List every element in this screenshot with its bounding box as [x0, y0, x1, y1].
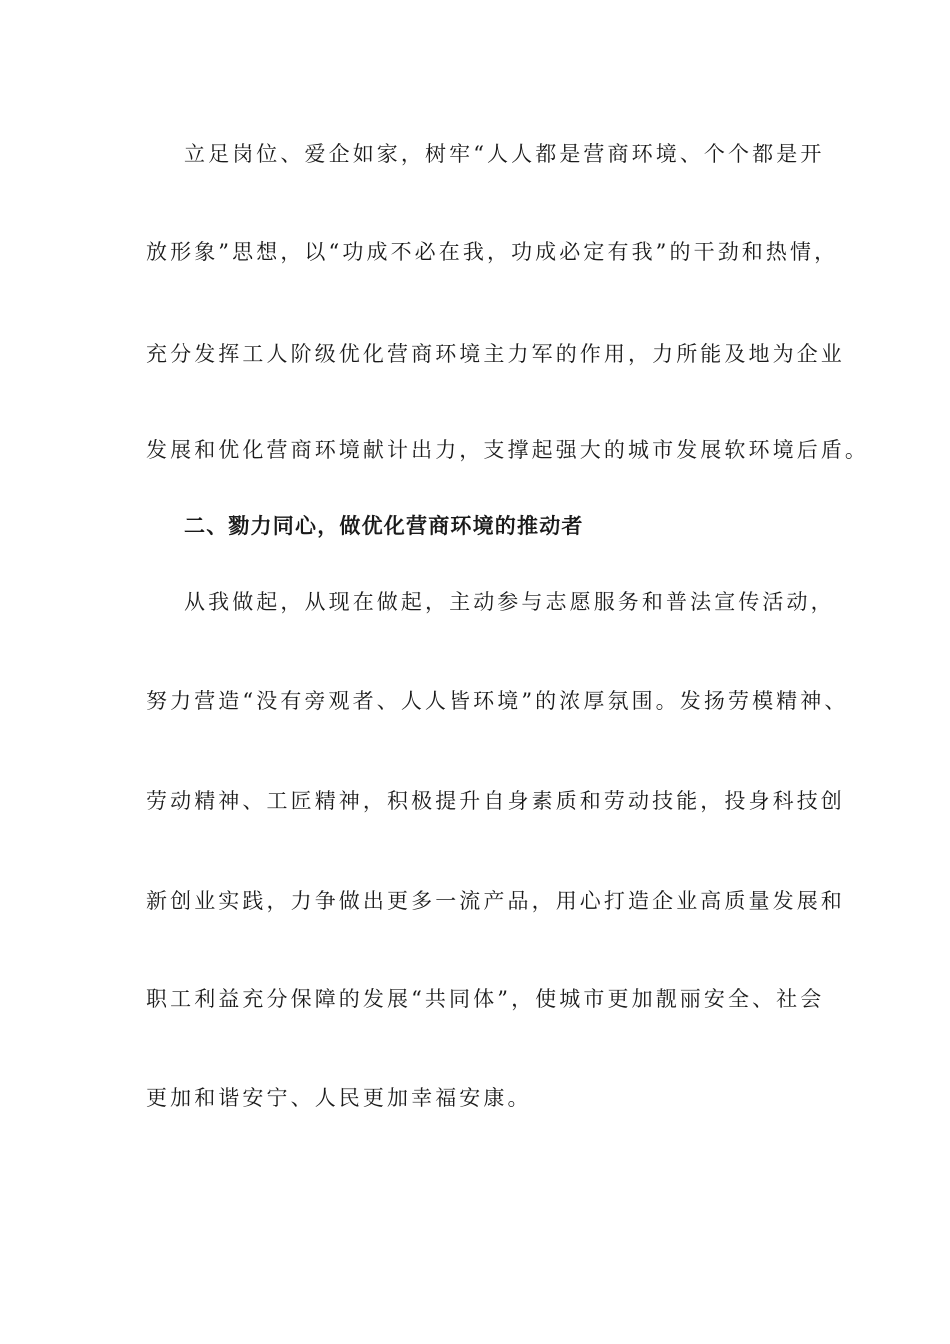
paragraph-2-line-4: 新创业实践，力争做出更多一流产品，用心打造企业高质量发展和: [146, 889, 845, 913]
paragraph-1-line-1: 立足岗位、爱企如家，树牢“人人都是营商环境、个个都是开: [184, 142, 825, 166]
paragraph-2-line-3: 劳动精神、工匠精神，积极提升自身素质和劳动技能，投身科技创: [146, 789, 845, 813]
paragraph-2-line-5: 职工利益充分保障的发展“共同体”，使城市更加靓丽安全、社会: [146, 987, 825, 1011]
paragraph-1-line-2: 放形象”思想，以“功成不必在我，功成必定有我”的干劲和热情，: [146, 240, 839, 264]
section-heading: 二、勠力同心，做优化营商环境的推动者: [184, 514, 584, 538]
paragraph-1-line-4: 发展和优化营商环境献计出力，支撑起强大的城市发展软环境后盾。: [146, 438, 869, 462]
paragraph-1-line-3: 充分发挥工人阶级优化营商环境主力军的作用，力所能及地为企业: [146, 342, 845, 366]
paragraph-2-line-2: 努力营造“没有旁观者、人人皆环境”的浓厚氛围。发扬劳模精神、: [146, 689, 849, 713]
paragraph-2-line-6: 更加和谐安宁、人民更加幸福安康。: [146, 1086, 532, 1110]
paragraph-2-line-1: 从我做起，从现在做起，主动参与志愿服务和普法宣传活动，: [184, 590, 835, 614]
